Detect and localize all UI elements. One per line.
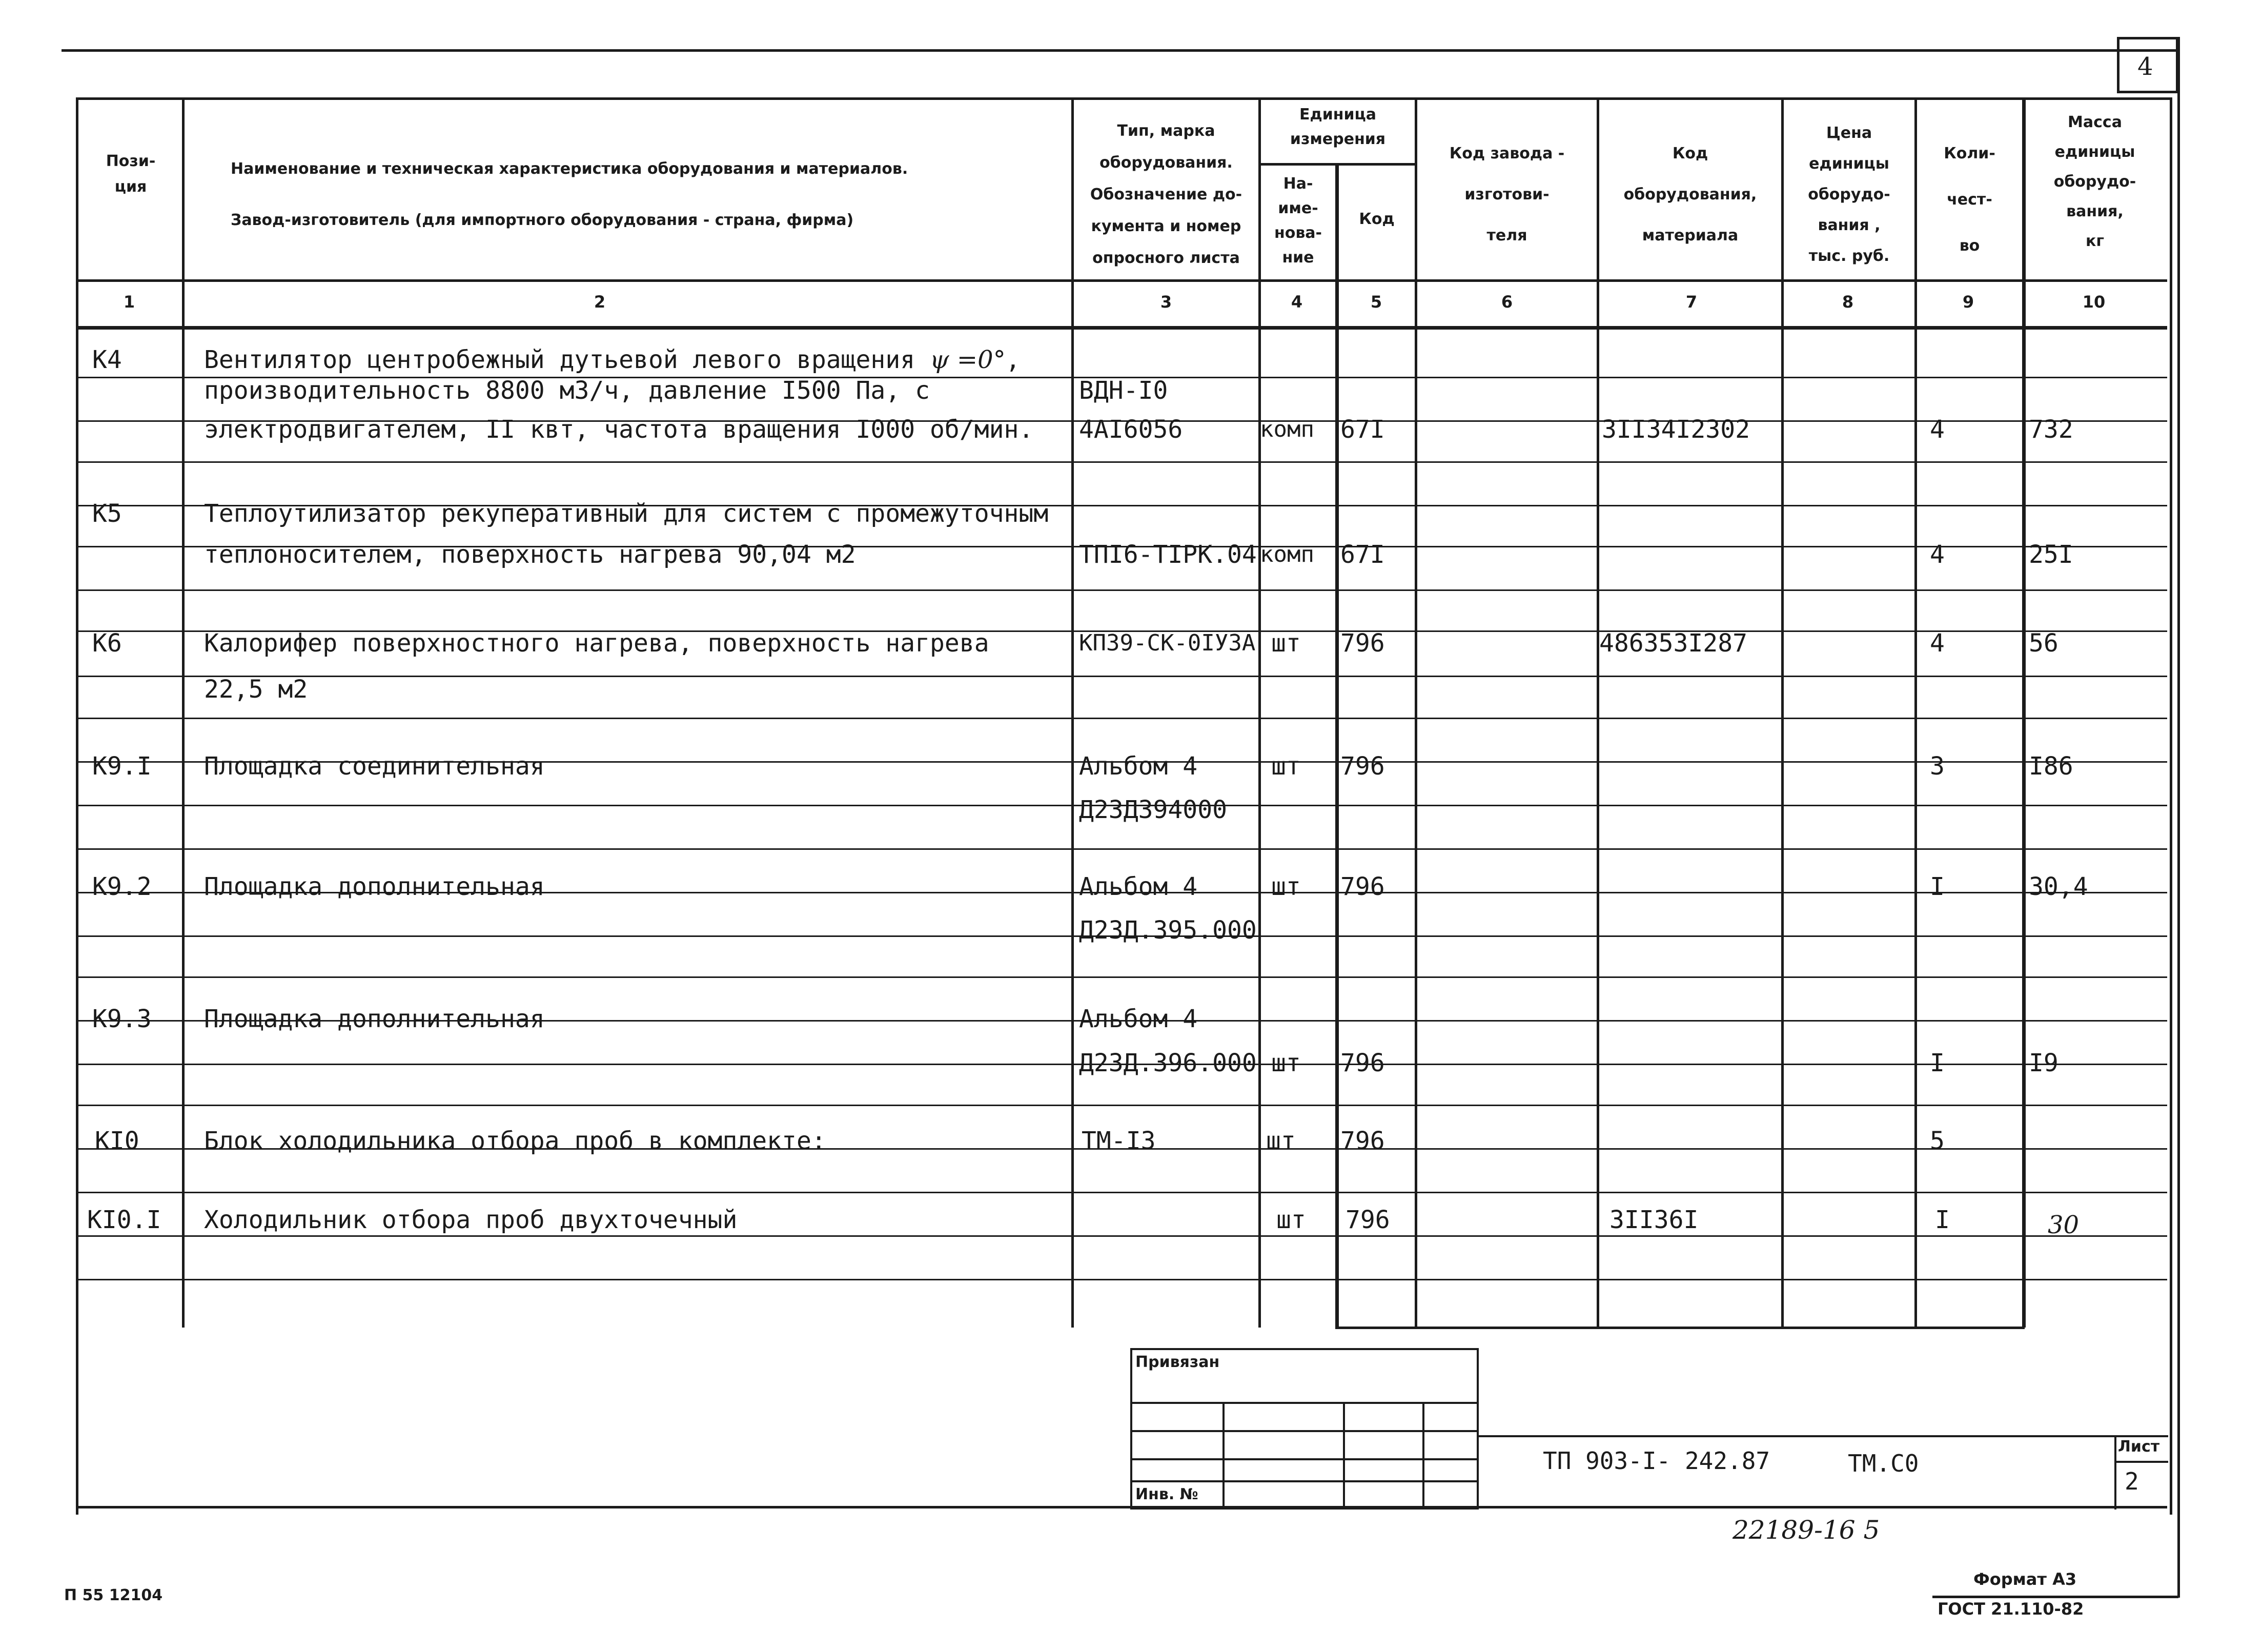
row-5-type: ТПI6-ТIРК.04 [1079,540,1257,569]
stamp-privyazan: Привязан [1135,1353,1220,1371]
row-14-name: Блок холодильника отбора проб в комплекте: [204,1127,826,1155]
header-price: Цена единицы оборудо- вания , тыс. руб. [1808,124,1890,265]
row-12-type: Альбом 4 [1079,1005,1198,1033]
doc-code-line [1479,1435,2168,1437]
column-number-4: 4 [1291,292,1303,312]
sheet-label: Лист [2118,1438,2160,1456]
row-line [76,1279,2167,1280]
sheet-number: 2 [2125,1467,2139,1495]
column-number-10: 10 [2082,292,2106,312]
row-8-mass: I86 [2029,752,2073,781]
row-3-name: электродвигателем, II квт, частота вращения I000 об/мин. [204,415,1034,444]
row-1-name: Вентилятор центробежный дутьевой левого вращения ψ =0°, [204,345,1021,374]
col-line-3 [1258,97,1261,1328]
header-type: Тип, марка оборудования. Обозначение до- кумента и номер опросного листа [1090,122,1242,267]
row-12-position: К9.3 [92,1005,152,1033]
header-unit-name: На- име- нова- ние [1274,175,1322,267]
col-line-6 [1597,97,1599,1328]
header-unit-group: Единица измерения [1290,106,1386,148]
handwritten-number: 22189-16 5 [1733,1515,1880,1545]
row-5-name: теплоносителем, поверхность нагрева 90,04 м2 [204,540,856,569]
row-line [76,461,2167,463]
gost-label: ГОСТ 21.110-82 [1938,1599,2084,1619]
row-12-name: Площадка дополнительная [204,1005,545,1033]
stamp-line-4 [1130,1480,1479,1482]
row-13-quantity: I [1930,1049,1945,1077]
row-14-quantity: 5 [1930,1127,1945,1155]
row-2-type: ВДН-I0 [1079,376,1168,405]
stamp-inv-no: Инв. № [1135,1485,1198,1503]
row-6-unit: шт [1271,629,1301,658]
row-8-position: К9.I [92,752,152,781]
row-line [76,718,2167,719]
bottom-left-code: П 55 12104 [64,1586,163,1604]
row-3-unit-code: 67I [1340,415,1385,444]
row-15-unit-code: 796 [1346,1206,1390,1234]
header-quantity: Коли- чест- во [1944,145,1995,255]
row-10-mass: 30,4 [2029,872,2088,901]
row-15-name: Холодильник отбора проб двухточечный [204,1206,738,1234]
row-8-quantity: 3 [1930,752,1945,781]
row-line [76,1235,2167,1237]
row-line [76,1192,2167,1193]
col-line-5 [1415,97,1417,1328]
row-3-equipment-code: 3II34I2302 [1602,415,1750,444]
col-line-4 [1335,163,1339,1328]
body-bottom-line [1335,1327,2025,1329]
header-factory-code: Код завода - изготови- теля [1449,145,1565,244]
row-6-name: Калорифер поверхностного нагрева, поверхность нагрева [204,629,989,658]
row-13-type: Д23Д.396.000 [1079,1049,1257,1077]
row-3-type: 4АI6056 [1079,415,1183,444]
row-8-unit: шт [1271,752,1301,781]
row-4-name: Теплоутилизатор рекуперативный для систем с промежуточным [204,499,1049,528]
stamp-line-2 [1130,1430,1479,1432]
row-15-equipment-code: 3II36I [1609,1206,1699,1234]
row-7-name: 22,5 м2 [204,675,308,704]
column-number-8: 8 [1842,292,1854,312]
sheet-bottom-border [1932,1596,2178,1598]
col-line-8 [1914,97,1917,1328]
header-line-1 [76,279,2167,282]
column-number-5: 5 [1370,292,1382,312]
row-6-position: К6 [92,629,122,658]
row-14-unit-code: 796 [1340,1127,1385,1155]
doc-code: ТП 903-I- 242.87 [1543,1447,1770,1475]
row-15-mass: 30 [2048,1211,2080,1239]
row-15-unit: шт [1276,1206,1306,1234]
row-5-mass: 25I [2029,540,2073,569]
row-10-quantity: I [1930,872,1945,901]
row-10-position: К9.2 [92,872,152,901]
sheet-top-border [62,49,2178,52]
header-unit-code: Код [1359,210,1395,228]
row-3-mass: 732 [2029,415,2073,444]
header-position: Пози- ция [106,152,156,196]
row-8-type: Альбом 4 [1079,752,1198,781]
row-6-quantity: 4 [1930,629,1945,658]
row-13-mass: I9 [2029,1049,2058,1077]
stamp-vline-2 [1343,1402,1345,1510]
row-10-name: Площадка дополнительная [204,872,545,901]
row-line [76,976,2167,978]
row-3-unit: комп [1260,416,1314,442]
header-line-2 [76,326,2167,330]
row-15-quantity: I [1935,1206,1950,1234]
column-number-1: 1 [123,292,135,312]
row-6-unit-code: 796 [1340,629,1385,658]
table-bottom-line [76,1506,2167,1508]
row-14-position: КI0 [95,1127,139,1155]
row-13-unit: шт [1271,1049,1301,1077]
row-5-unit: комп [1260,541,1314,567]
row-line [76,848,2167,850]
column-number-7: 7 [1685,292,1698,312]
row-1-position: К4 [92,345,122,374]
column-number-9: 9 [1962,292,1974,312]
row-8-unit-code: 796 [1340,752,1385,781]
doc-mark: ТМ.С0 [1848,1450,1919,1477]
row-10-type: Альбом 4 [1079,872,1198,901]
page-number: 4 [2137,52,2153,81]
row-line [76,1105,2167,1106]
col-line-2 [1071,97,1074,1328]
column-number-2: 2 [594,292,606,312]
row-6-type: КП39-СК-0IУЗА [1079,630,1256,656]
row-line [76,676,2167,677]
row-10-unit-code: 796 [1340,872,1385,901]
row-3-quantity: 4 [1930,415,1945,444]
row-2-name: производительность 8800 м3/ч, давление I500 Па, с [204,376,930,405]
row-9-type: Д23Д394000 [1079,796,1227,824]
column-number-3: 3 [1160,292,1172,312]
row-5-unit-code: 67I [1340,540,1385,569]
column-number-6: 6 [1501,292,1513,312]
stamp-vline-1 [1222,1402,1225,1510]
row-14-unit: шт [1266,1127,1296,1155]
stamp-vline-3 [1422,1402,1424,1510]
row-5-quantity: 4 [1930,540,1945,569]
header-equipment-code: Код оборудования, материала [1623,145,1757,244]
header-name: Наименование и техническая характеристика оборудования и материалов. Завод-изготовитель (для импортного оборудования - страна, фирма) [231,160,908,229]
col-line-1 [182,97,185,1328]
row-6-mass: 56 [2029,629,2058,658]
row-10-unit: шт [1271,872,1301,901]
col-line-9 [2022,97,2026,1328]
row-8-name: Площадка соединительная [204,752,545,781]
row-4-position: К5 [92,499,122,528]
row-6-equipment-code: 486353I287 [1599,629,1747,658]
row-15-position: КI0.I [87,1206,161,1234]
stamp-line-3 [1130,1458,1479,1460]
row-14-type: ТМ-I3 [1082,1127,1156,1155]
stamp-line-1 [1130,1402,1479,1404]
row-13-unit-code: 796 [1340,1049,1385,1077]
row-line [76,589,2167,591]
sheet-right-border [2177,37,2180,1598]
format-label: Формат А3 [1973,1569,2077,1589]
header-mass: Масса единицы оборудо- вания, кг [2053,113,2136,250]
sheet-number-line [2114,1461,2168,1463]
row-11-type: Д23Д.395.000 [1079,916,1257,945]
col-line-7 [1781,97,1784,1328]
